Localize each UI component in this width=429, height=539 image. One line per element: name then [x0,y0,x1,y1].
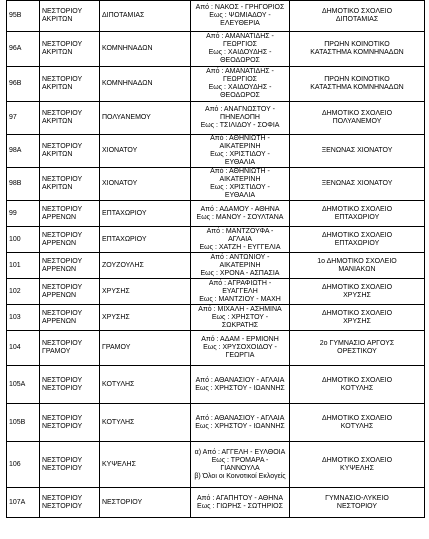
station-code-cell: 101 [7,253,40,279]
municipal-unit-cell-line: ΓΡΑΜΟΥ [42,348,71,355]
polling-place-cell-line: ΞΕΝΩΝΑΣ ΧΙΟΝΑΤΟΥ [321,180,393,187]
polling-place-cell [290,201,425,227]
station-code-cell: 99 [7,201,40,227]
polling-place-cell-line: 1ο ΔΗΜΟΤΙΚΟ ΣΧΟΛΕΙΟ [317,257,397,265]
voter-range-cell-line: Εως : ΤΣΙΛΙΔΟΥ - ΣΟΦΙΑ [200,122,280,129]
voter-range-cell-line: Από : ΑΝΤΩΝΙΟΥ - [210,253,270,261]
municipal-unit-cell [40,253,100,279]
voter-range-cell-line: Εως : ΧΑΤΖΗ - ΕΥΓΓΕΛΙΑ [199,243,281,251]
polling-place-cell-line: ΔΗΜΟΤΙΚΟ ΣΧΟΛΕΙΟ [321,231,393,239]
municipal-unit-cell-line: ΑΡΡΕΝΩΝ [42,213,77,221]
table-row [7,135,425,168]
polling-place-cell-line: ΔΗΜΟΤΙΚΟ ΣΧΟΛΕΙΟ [321,309,393,317]
polling-place-cell [290,331,425,366]
voter-range-cell [191,135,290,168]
table-row [7,67,425,102]
municipal-unit-cell [40,305,100,331]
voter-range-cell [191,32,290,67]
polling-place-cell-line: ΠΟΛΥΑΝΕΜΟΥ [332,118,382,125]
voter-range-cell-line: Από : ΑΔΑΜΟΥ - ΑΘΗΝΑ [200,205,280,213]
municipal-unit-cell-line: ΝΕΣΤΟΡΙΟΥ [42,456,83,464]
polling-place-cell [290,488,425,518]
station-code-cell: 98B [7,168,40,201]
station-code-cell: 102 [7,279,40,305]
voter-range-cell-line: ΓΙΑΝΝΟΥΛΑ [220,464,260,472]
municipal-unit-cell [40,227,100,253]
voter-range-cell-line: Από : ΑΘΑΝΑΣΙΟΥ - ΑΓΛΑΙΑ [195,376,285,384]
municipal-unit-cell-line: ΑΡΡΕΝΩΝ [42,291,77,299]
municipal-unit-cell-line: ΝΕΣΤΟΡΙΟΥ [42,422,83,430]
community-cell: ΚΟΤΥΛΗΣ [100,366,191,404]
table-body [7,1,425,518]
municipal-unit-cell [40,168,100,201]
polling-place-cell [290,102,425,135]
voter-range-cell [191,442,290,488]
station-code-cell: 96A [7,32,40,67]
table-row [7,32,425,67]
station-code-cell: 106 [7,442,40,488]
voter-range-cell [191,1,290,32]
table-row [7,102,425,135]
municipal-unit-cell-line: ΑΡΡΕΝΩΝ [42,239,77,247]
polling-place-cell [290,279,425,305]
polling-place-cell-line: ΕΠΤΑΧΩΡΙΟΥ [334,213,380,221]
community-cell: ΧΙΟΝΑΤΟΥ [100,168,191,201]
municipal-unit-cell-line: ΝΕΣΤΟΡΙΟΥ [42,76,83,83]
municipal-unit-cell-line: ΝΕΣΤΟΡΙΟΥ [42,41,83,48]
municipal-unit-cell-line: ΝΕΣΤΟΡΙΟΥ [42,205,83,213]
table-row [7,366,425,404]
community-cell: ΠΟΛΥΑΝΕΜΟΥ [100,102,191,135]
table-row [7,442,425,488]
polling-place-cell-line: ΠΡΩΗΝ ΚΟΙΝΟΤΙΚΟ [324,76,390,83]
voter-range-cell-line: ΕΥΑΓΓΕΛΗ [222,287,258,295]
voter-range-cell-line: Από : ΑΘΗΝΙΩΤΗ - [210,135,270,142]
table-row [7,253,425,279]
station-code-cell: 96B [7,67,40,102]
voter-range-cell-line: Από : ΝΑΚΟΣ - ΓΡΗΓΟΡΙΟΣ [195,4,285,11]
voter-range-cell-line: ΣΩΚΡΑΤΗΣ [221,321,259,329]
voter-range-cell-line: ΘΕΟΔΩΡΟΣ [220,92,260,99]
municipal-unit-cell [40,488,100,518]
table-row [7,227,425,253]
polling-place-cell-line: ΚΥΨΕΛΗΣ [340,464,374,472]
voter-range-cell-line: Από : ΑΓΡΑΦΙΩΤΗ - [208,279,272,287]
voter-range-cell [191,227,290,253]
voter-range-cell [191,279,290,305]
community-cell: ΚΟΜΝΗΝΑΔΩΝ [100,67,191,102]
voter-range-cell [191,67,290,102]
voter-range-cell-line: β) Όλοι οι Κοινοτικοί Εκλογείς [194,472,286,480]
voter-range-cell-line: ΓΕΩΡΓΙΑ [225,352,255,359]
polling-place-cell-line: ΟΡΕΣΤΙΚΟΥ [337,348,377,355]
station-code-cell: 98A [7,135,40,168]
municipal-unit-cell-line: ΝΕΣΤΟΡΙΟΥ [42,8,83,15]
community-cell: ΕΠΤΑΧΩΡΙΟΥ [100,201,191,227]
polling-place-cell-line: ΝΕΣΤΟΡΙΟΥ [336,502,378,510]
voter-range-cell-line: α) Από : ΑΓΓΕΛΗ - ΕΥΛΘΟΙΑ [194,448,286,456]
municipal-unit-cell [40,135,100,168]
community-cell: ΔΙΠΟΤΑΜΙΑΣ [100,1,191,32]
voter-range-cell-line: Εως : ΧΡΟΝΑ - ΑΣΠΑΣΙΑ [200,269,280,277]
community-cell: ΚΟΤΥΛΗΣ [100,404,191,442]
station-code-cell: 105A [7,366,40,404]
station-code-cell: 107A [7,488,40,518]
municipal-unit-cell-line: ΝΕΣΤΟΡΙΟΥ [42,414,83,422]
polling-place-cell-line: ΚΟΤΥΛΗΣ [340,384,374,392]
polling-place-cell [290,253,425,279]
voter-range-cell-line: Εως : ΧΡΗΣΤΟΥ - ΙΩΑΝΝΗΣ [195,384,285,392]
municipal-unit-cell-line: ΝΕΣΤΟΡΙΟΥ [42,143,83,150]
polling-place-cell-line: ΞΕΝΩΝΑΣ ΧΙΟΝΑΤΟΥ [321,147,393,154]
voter-range-cell-line: Εως : ΧΑΙΔΟΥΔΗΣ - [208,49,272,56]
polling-place-cell-line: ΔΗΜΟΤΙΚΟ ΣΧΟΛΕΙΟ [321,110,393,117]
polling-place-cell-line: ΔΗΜΟΤΙΚΟ ΣΧΟΛΕΙΟ [321,205,393,213]
community-cell: ΧΙΟΝΑΤΟΥ [100,135,191,168]
voter-range-cell-line: Εως : ΨΩΜΙΑΔΟΥ - [209,12,271,19]
voter-range-cell-line: ΓΕΩΡΓΙΟΣ [223,76,257,83]
voter-range-cell-line: ΕΥΘΑΛΙΑ [224,192,256,199]
table-row [7,305,425,331]
voter-range-cell [191,168,290,201]
voter-range-cell-line: Από : ΑΜΑΝΑΤΙΔΗΣ - [206,33,274,40]
polling-place-cell-line: ΓΥΜΝΑΣΙΟ-ΛΥΚΕΙΟ [325,494,389,502]
polling-place-cell-line: ΔΗΜΟΤΙΚΟ ΣΧΟΛΕΙΟ [321,414,393,422]
municipal-unit-cell-line: ΝΕΣΤΟΡΙΟΥ [42,464,83,472]
voter-range-cell-line: Εως : ΧΡΗΣΤΟΥ - [211,313,269,321]
voter-range-cell-line: Από : ΑΘΑΝΑΣΙΟΥ - ΑΓΛΑΙΑ [195,414,285,422]
station-code-cell: 104 [7,331,40,366]
municipal-unit-cell-line: ΑΚΡΙΤΩΝ [42,49,73,56]
municipal-unit-cell-line: ΝΕΣΤΟΡΙΟΥ [42,110,83,117]
municipal-unit-cell-line: ΑΚΡΙΤΩΝ [42,151,73,158]
voter-range-cell-line: ΑΓΛΑΙΑ [228,235,252,243]
municipal-unit-cell [40,201,100,227]
voter-range-cell-line: Εως : ΤΡΟΜΑΡΑ - [211,456,269,464]
voter-range-cell [191,331,290,366]
voter-range-cell-line: Από : ΑΓΑΠΗΤΟΥ - ΑΘΗΝΑ [197,494,283,502]
polling-place-cell [290,67,425,102]
polling-place-cell [290,305,425,331]
municipal-unit-cell-line: ΝΕΣΤΟΡΙΟΥ [42,384,83,392]
municipal-unit-cell [40,331,100,366]
municipal-unit-cell-line: ΑΡΡΕΝΩΝ [42,265,77,273]
community-cell: ΧΡΥΣΗΣ [100,279,191,305]
community-cell: ΖΟΥΖΟΥΛΗΣ [100,253,191,279]
municipal-unit-cell [40,67,100,102]
voter-range-cell [191,488,290,518]
municipal-unit-cell [40,442,100,488]
voter-range-cell-line: Εως : ΧΡΗΣΤΟΥ - ΙΩΑΝΝΗΣ [195,422,285,430]
voter-range-cell-line: Από : ΑΔΑΜ - ΕΡΜΙΟΝΗ [201,336,279,343]
polling-place-cell-line: ΔΗΜΟΤΙΚΟ ΣΧΟΛΕΙΟ [321,456,393,464]
municipal-unit-cell [40,102,100,135]
municipal-unit-cell-line: ΝΕΣΤΟΡΙΟΥ [42,309,83,317]
polling-place-cell [290,135,425,168]
municipal-unit-cell-line: ΝΕΣΤΟΡΙΟΥ [42,494,83,502]
polling-place-cell [290,442,425,488]
voter-range-cell [191,305,290,331]
voter-range-cell [191,253,290,279]
polling-place-cell-line: ΧΡΥΣΗΣ [343,317,371,325]
voter-range-cell-line: ΕΛΕΥΘΕΡΙΑ [220,20,260,27]
voter-range-cell [191,404,290,442]
municipal-unit-cell-line: ΑΚΡΙΤΩΝ [42,84,73,91]
community-cell: ΕΠΤΑΧΩΡΙΟΥ [100,227,191,253]
municipal-unit-cell-line: ΑΚΡΙΤΩΝ [42,184,73,191]
voter-range-cell-line: Εως : ΓΙΩΡΗΣ - ΣΩΤΗΡΙΟΣ [197,502,283,510]
voter-range-cell-line: ΓΕΩΡΓΙΟΣ [223,41,257,48]
voter-range-cell-line: Από : ΑΝΑΓΝΩΣΤΟΥ - [205,106,275,113]
voter-range-cell-line: Εως : ΧΡΙΣΤΙΔΟΥ - [210,184,270,191]
station-code-cell: 103 [7,305,40,331]
municipal-unit-cell [40,1,100,32]
municipal-unit-cell-line: ΑΡΡΕΝΩΝ [42,317,77,325]
community-cell: ΧΡΥΣΗΣ [100,305,191,331]
municipal-unit-cell [40,404,100,442]
voter-range-cell-line: Από : ΑΜΑΝΑΤΙΔΗΣ - [206,68,274,75]
table-row [7,404,425,442]
municipal-unit-cell [40,279,100,305]
station-code-cell: 100 [7,227,40,253]
voter-range-cell-line: Από : ΑΘΗΝΙΩΤΗ - [210,168,270,175]
polling-stations-table [6,0,425,518]
municipal-unit-cell-line: ΑΚΡΙΤΩΝ [42,16,73,23]
voter-range-cell-line: ΑΙΚΑΤΕΡΙΝΗ [219,143,261,150]
polling-place-cell [290,1,425,32]
table-row [7,488,425,518]
station-code-cell: 105B [7,404,40,442]
municipal-unit-cell [40,366,100,404]
polling-place-cell-line: ΚΑΤΑΣΤΗΜΑ ΚΟΜΝΗΝΑΔΩΝ [310,84,404,91]
community-cell: ΚΟΜΝΗΝΑΔΩΝ [100,32,191,67]
voter-range-cell [191,366,290,404]
polling-place-cell [290,404,425,442]
municipal-unit-cell-line: ΝΕΣΤΟΡΙΟΥ [42,176,83,183]
voter-range-cell-line: ΕΥΘΑΛΙΑ [224,159,256,166]
voter-range-cell [191,201,290,227]
table-row [7,279,425,305]
voter-range-cell-line: ΑΙΚΑΤΕΡΙΝΗ [219,261,261,269]
polling-place-cell-line: ΔΗΜΟΤΙΚΟ ΣΧΟΛΕΙΟ [321,8,393,15]
polling-place-cell-line: ΔΙΠΟΤΑΜΙΑΣ [335,16,379,23]
station-code-cell: 97 [7,102,40,135]
voter-range-cell-line: Εως : ΧΑΙΔΟΥΔΗΣ - [208,84,272,91]
polling-place-cell [290,227,425,253]
polling-place-cell-line: ΠΡΩΗΝ ΚΟΙΝΟΤΙΚΟ [324,41,390,48]
voter-range-cell-line: Από : ΜΙΧΑΛΗ - ΑΣΗΜΙΝΑ [198,305,282,313]
voter-range-cell-line: ΘΕΟΔΩΡΟΣ [220,57,260,64]
community-cell: ΚΥΨΕΛΗΣ [100,442,191,488]
voter-range-cell-line: Εως : ΜΑΝΟΥ - ΣΟΥΛΤΑΝΑ [196,213,284,221]
polling-place-cell-line: ΔΗΜΟΤΙΚΟ ΣΧΟΛΕΙΟ [321,283,393,291]
voter-range-cell-line: Εως : ΧΡΙΣΤΙΔΟΥ - [210,151,270,158]
table-row [7,331,425,366]
voter-range-cell-line: ΑΙΚΑΤΕΡΙΝΗ [219,176,261,183]
polling-place-cell-line: ΕΠΤΑΧΩΡΙΟΥ [334,239,380,247]
voter-range-cell [191,102,290,135]
voter-range-cell-line: Εως : ΧΡΥΣΟΧΟΙΔΟΥ - [203,344,277,351]
station-code-cell: 95B [7,1,40,32]
polling-place-cell [290,168,425,201]
table-row [7,201,425,227]
polling-place-cell-line: ΔΗΜΟΤΙΚΟ ΣΧΟΛΕΙΟ [321,376,393,384]
polling-place-cell [290,366,425,404]
municipal-unit-cell-line: ΝΕΣΤΟΡΙΟΥ [42,231,83,239]
polling-place-cell-line: 2ο ΓΥΜΝΑΣΙΟ ΑΡΓΟΥΣ [319,340,395,347]
municipal-unit-cell-line: ΝΕΣΤΟΡΙΟΥ [42,283,83,291]
polling-place-cell-line: ΜΑΝΙΑΚΩΝ [338,265,376,273]
municipal-unit-cell-line: ΝΕΣΤΟΡΙΟΥ [42,340,83,347]
community-cell: ΝΕΣΤΟΡΙΟΥ [100,488,191,518]
municipal-unit-cell-line: ΑΚΡΙΤΩΝ [42,118,73,125]
table-row [7,1,425,32]
polling-place-cell-line: ΚΑΤΑΣΤΗΜΑ ΚΟΜΝΗΝΑΔΩΝ [310,49,404,56]
polling-place-cell-line: ΧΡΥΣΗΣ [343,291,371,299]
community-cell: ΓΡΑΜΟΥ [100,331,191,366]
polling-place-cell-line: ΚΟΤΥΛΗΣ [340,422,374,430]
voter-range-cell-line: Εως : ΜΑΝΤΖΙΟΥ - ΜΑΧΗ [199,295,281,303]
municipal-unit-cell-line: ΝΕΣΤΟΡΙΟΥ [42,376,83,384]
table-row [7,168,425,201]
voter-range-cell-line: ΠΗΝΕΛΟΠΗ [220,114,260,121]
municipal-unit-cell [40,32,100,67]
municipal-unit-cell-line: ΝΕΣΤΟΡΙΟΥ [42,502,83,510]
voter-range-cell-line: Από : ΜΑΝΤΖΟΥΦΑ - [206,227,274,235]
polling-place-cell [290,32,425,67]
municipal-unit-cell-line: ΝΕΣΤΟΡΙΟΥ [42,257,83,265]
